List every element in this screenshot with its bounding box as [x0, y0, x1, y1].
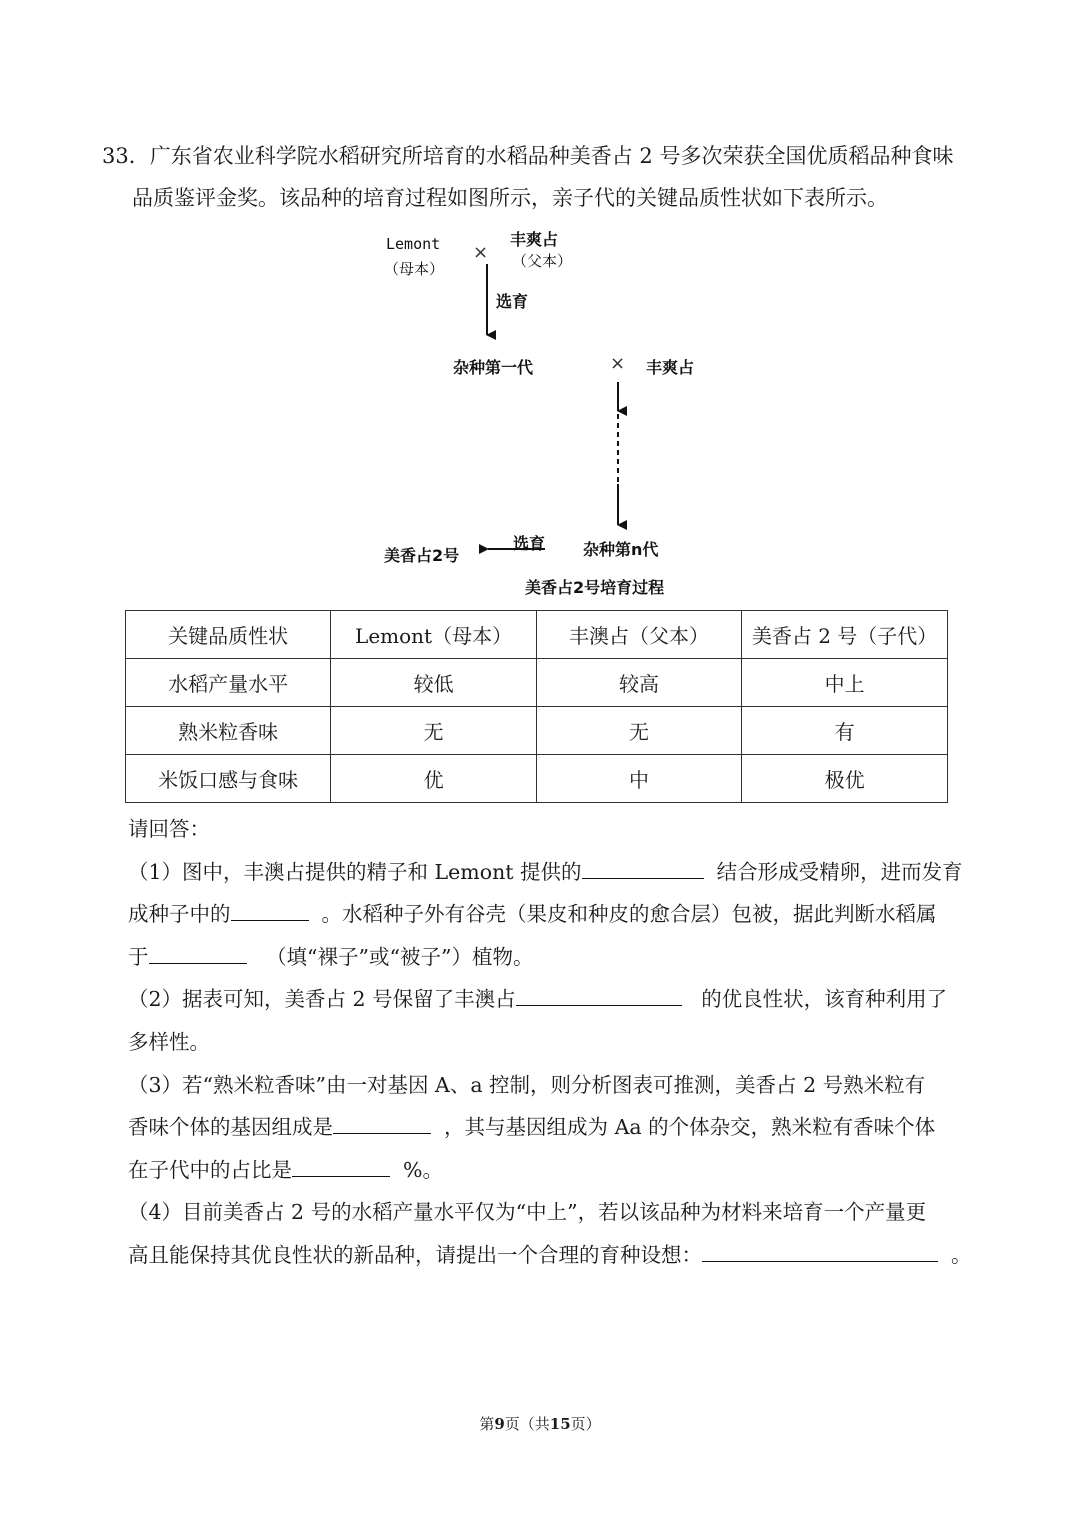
table-cell: 米饭口感与食味: [126, 755, 331, 803]
table-cell: 极优: [742, 755, 948, 803]
prompt: 请回答：: [128, 817, 210, 841]
table-cell: 较低: [331, 659, 537, 707]
breeding-diagram: [378, 222, 700, 600]
answer-blank-q1-plant-type[interactable]: [149, 943, 247, 964]
answer-blank-q3-genotype[interactable]: [333, 1113, 431, 1134]
q3-line-2: 香味个体的基因组成是 ，其与基因组成为 Aa 的个体杂交，熟米粒有香味个体: [128, 1115, 936, 1140]
q2-line-2: 多样性。: [128, 1029, 210, 1054]
page-footer: 第9页（共15页）: [479, 1415, 601, 1433]
select-label-2: 选育: [513, 534, 546, 553]
table-cell: 中上: [742, 659, 948, 707]
table-header-row: [126, 611, 948, 659]
table-header-cell: 丰澳占（父本）: [536, 611, 741, 659]
product-label: 美香占2号: [384, 546, 460, 565]
table-row: [126, 707, 948, 755]
questions: [128, 808, 980, 1277]
q3-line-3: 在子代中的占比是 %。: [128, 1157, 444, 1182]
table-cell: 较高: [536, 659, 741, 707]
diagram-caption: 美香占2号培育过程: [525, 578, 665, 597]
father-name: 丰爽占: [510, 230, 559, 249]
cross-symbol-1: ×: [473, 242, 489, 263]
q2-line-1: （2）据表可知，美香占 2 号保留了丰澳占 的优良性状，该育种利用了: [128, 987, 948, 1012]
stem-line-2: 品质鉴评金奖。该品种的培育过程如图所示，亲子代的关键品质性状如下表所示。: [132, 186, 888, 210]
question-number: 33．: [102, 144, 150, 168]
table-header-cell: 美香占 2 号（子代）: [742, 611, 948, 659]
backcross-parent: 丰爽占: [646, 358, 695, 377]
table-row: [126, 755, 948, 803]
table-header-cell: 关键品质性状: [126, 611, 331, 659]
table-cell: 无: [331, 707, 537, 755]
answer-blank-q2-trait[interactable]: [516, 985, 682, 1006]
table-cell: 无: [536, 707, 741, 755]
table-header-cell: Lemont（母本）: [331, 611, 537, 659]
table-cell: 优: [331, 755, 537, 803]
fn-label: 杂种第n代: [583, 540, 659, 559]
q3-line-1: （3）若“熟米粒香味”由一对基因 A、a 控制，则分析图表可推测，美香占 2 号熟米粒有: [128, 1072, 926, 1097]
mother-name: Lemont: [386, 235, 441, 253]
q1-line-3: 于 （填“裸子”或“被子”）植物。: [128, 944, 534, 969]
cross-symbol-2: ×: [610, 353, 626, 374]
page-number: 9: [494, 1415, 505, 1433]
f1-label: 杂种第一代: [453, 358, 534, 377]
answer-blank-q3-ratio[interactable]: [292, 1156, 390, 1177]
q1-line-1: （1）图中，丰澳占提供的精子和 Lemont 提供的 结合形成受精卵，进而发育: [128, 859, 963, 884]
answer-blank-q4-design[interactable]: [702, 1241, 938, 1262]
mother-role: （母本）: [384, 260, 445, 278]
question-stem: [102, 135, 982, 219]
table-cell: 中: [536, 755, 741, 803]
q1-line-2: 成种子中的 。水稻种子外有谷壳（果皮和种皮的愈合层）包被，据此判断水稻属: [128, 902, 937, 927]
traits-table: [125, 610, 948, 803]
stem-line-1: 33．广东省农业科学院水稻研究所培育的水稻品种美香占 2 号多次荣获全国优质稻品种食味: [102, 144, 954, 168]
table-cell: 水稻产量水平: [126, 659, 331, 707]
q4-line-2: 高且能保持其优良性状的新品种，请提出一个合理的育种设想： 。: [128, 1242, 972, 1267]
select-label-1: 选育: [496, 292, 529, 311]
answer-blank-q1-structure[interactable]: [231, 900, 309, 921]
table-cell: 熟米粒香味: [126, 707, 331, 755]
table-row: [126, 659, 948, 707]
table-cell: 有: [742, 707, 948, 755]
total-pages: 15: [549, 1415, 571, 1433]
q4-line-1: （4）目前美香占 2 号的水稻产量水平仅为“中上”，若以该品种为材料来培育一个产量更: [128, 1200, 927, 1225]
answer-blank-q1-gamete[interactable]: [582, 858, 704, 879]
father-role: （父本）: [512, 252, 573, 270]
